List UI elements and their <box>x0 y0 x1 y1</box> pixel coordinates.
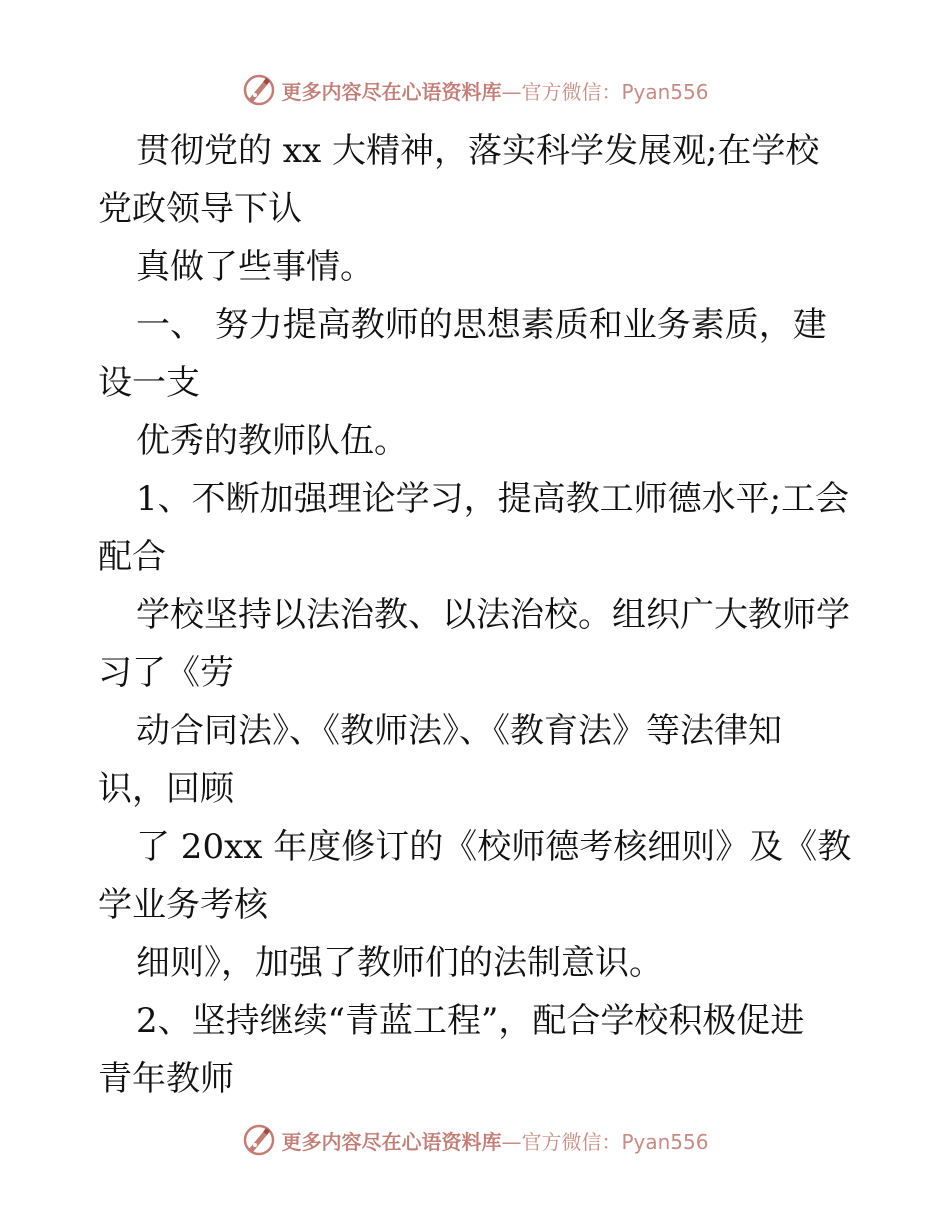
watermark-brand: 更多内容尽在心语资料库 <box>281 1129 502 1154</box>
paragraph-line: 2、坚持继续“青蓝工程”，配合学校积极促进 <box>136 1001 805 1041</box>
watermark-dash: — <box>501 79 522 104</box>
paragraph-line: 党政领导下认 <box>98 189 302 229</box>
paragraph-line: 识，回顾 <box>98 769 234 809</box>
paragraph-line: 1、不断加强理论学习，提高教工师德水平;工会 <box>136 479 850 519</box>
watermark-contact: 官方微信：Pyan556 <box>521 1129 709 1154</box>
pen-logo-icon <box>241 1122 277 1158</box>
watermark-header <box>0 70 950 110</box>
pen-logo-icon <box>241 72 277 108</box>
paragraph-line: 配合 <box>98 537 166 577</box>
paragraph-line: 一、 努力提高教师的思想素质和业务素质，建 <box>136 305 827 345</box>
paragraph-line: 青年教师 <box>98 1059 234 1099</box>
paragraph-line: 细则》，加强了教师们的法制意识。 <box>136 943 663 983</box>
watermark-brand: 更多内容尽在心语资料库 <box>281 79 502 104</box>
paragraph-line: 了 20xx 年度修订的《校师德考核细则》及《教 <box>136 827 852 867</box>
paragraph-line: 贯彻党的 xx 大精神，落实科学发展观;在学校 <box>136 131 820 171</box>
paragraph-line: 学校坚持以法治教、以法治校。组织广大教师学 <box>136 595 850 635</box>
watermark-footer <box>0 1120 950 1160</box>
paragraph-line: 学业务考核 <box>98 885 268 925</box>
watermark-dash: — <box>501 1129 522 1154</box>
paragraph-line: 优秀的教师队伍。 <box>136 421 408 461</box>
paragraph-line: 真做了些事情。 <box>136 247 374 287</box>
paragraph-line: 习了《劳 <box>98 653 234 693</box>
watermark-contact: 官方微信：Pyan556 <box>521 79 709 104</box>
paragraph-line: 动合同法》、《教师法》、《教育法》等法律知 <box>136 711 782 751</box>
document-body <box>98 122 858 1108</box>
paragraph-line: 设一支 <box>98 363 200 403</box>
